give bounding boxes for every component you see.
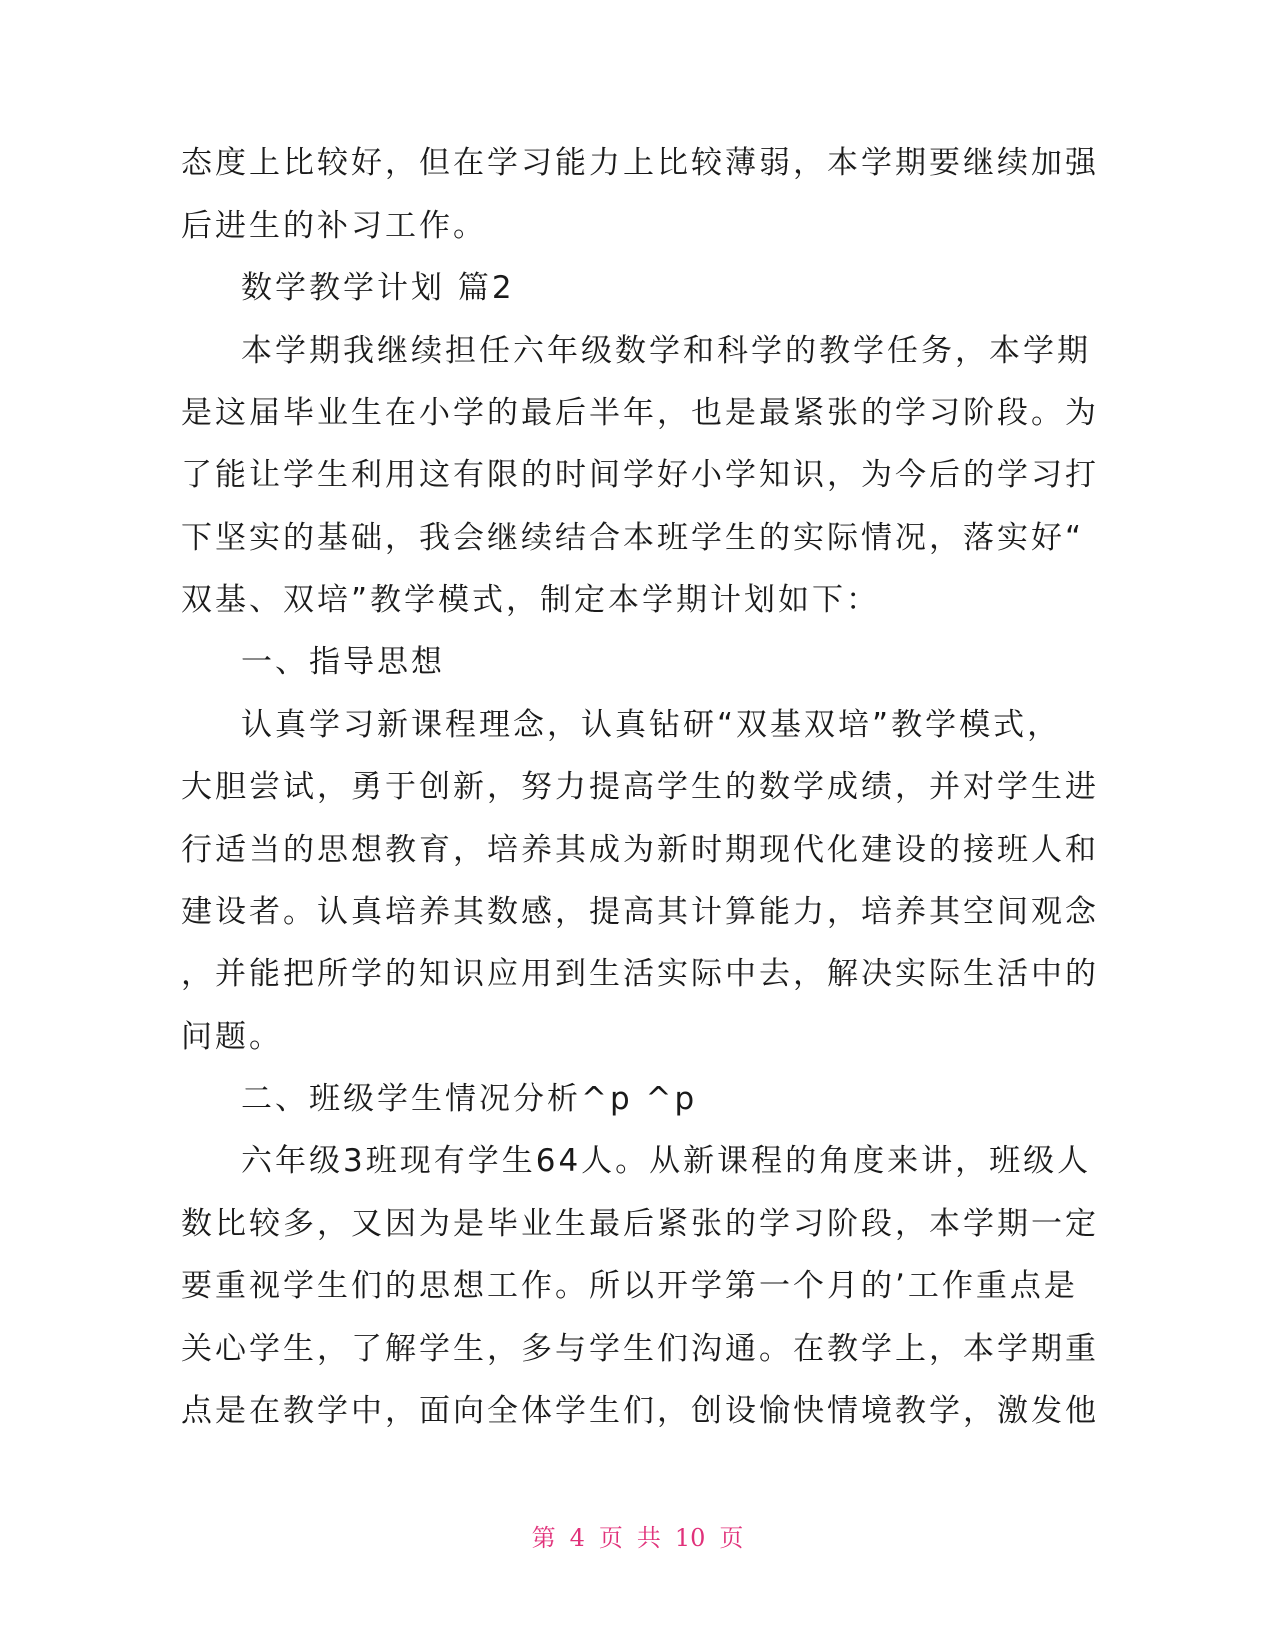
paragraph-line: 本学期我继续担任六年级数学和科学的教学任务，本学期 bbox=[241, 333, 1091, 369]
total-label: 共 bbox=[636, 1524, 661, 1552]
paragraph-line: 是这届毕业生在小学的最后半年，也是最紧张的学习阶段。为 bbox=[181, 395, 1099, 431]
current-page-number: 4 bbox=[569, 1524, 585, 1552]
paragraph-line: 六年级3班现有学生64人。从新课程的角度来讲，班级人 bbox=[241, 1143, 1092, 1179]
section-heading: 二、班级学生情况分析^p ^p bbox=[241, 1081, 698, 1117]
page-footer bbox=[0, 1523, 1275, 1553]
page-label-mid: 页 bbox=[598, 1524, 623, 1552]
paragraph-line: 认真学习新课程理念，认真钻研“双基双培”教学模式， bbox=[241, 707, 1062, 743]
total-pages-number: 10 bbox=[674, 1524, 706, 1552]
page-label-prefix: 第 bbox=[531, 1524, 556, 1552]
paragraph-line: ，并能把所学的知识应用到生活实际中去，解决实际生活中的 bbox=[181, 956, 1099, 992]
paragraph-line: 态度上比较好，但在学习能力上比较薄弱，本学期要继续加强 bbox=[181, 145, 1099, 181]
section-heading: 一、指导思想 bbox=[241, 644, 445, 680]
paragraph-line: 双基、双培”教学模式，制定本学期计划如下： bbox=[181, 582, 881, 618]
paragraph-line: 点是在教学中，面向全体学生们，创设愉快情境教学，激发他 bbox=[181, 1393, 1099, 1429]
paragraph-line: 下坚实的基础，我会继续结合本班学生的实际情况，落实好“ bbox=[181, 520, 1085, 556]
paragraph-line: 问题。 bbox=[181, 1019, 283, 1055]
paragraph-line: 后进生的补习工作。 bbox=[181, 208, 487, 244]
paragraph-line: 了能让学生利用这有限的时间学好小学知识，为今后的学习打 bbox=[181, 457, 1099, 493]
paragraph-line: 关心学生，了解学生，多与学生们沟通。在教学上，本学期重 bbox=[181, 1331, 1099, 1367]
paragraph-line: 行适当的思想教育，培养其成为新时期现代化建设的接班人和 bbox=[181, 832, 1099, 868]
paragraph-line: 大胆尝试，勇于创新，努力提高学生的数学成绩，并对学生进 bbox=[181, 769, 1099, 805]
page-label-suffix: 页 bbox=[719, 1524, 744, 1552]
paragraph-line: 建设者。认真培养其数感，提高其计算能力，培养其空间观念 bbox=[181, 894, 1099, 930]
section-heading: 数学教学计划 篇2 bbox=[241, 270, 515, 306]
paragraph-line: 要重视学生们的思想工作。所以开学第一个月的’工作重点是 bbox=[181, 1268, 1078, 1304]
paragraph-line: 数比较多，又因为是毕业生最后紧张的学习阶段，本学期一定 bbox=[181, 1206, 1099, 1242]
